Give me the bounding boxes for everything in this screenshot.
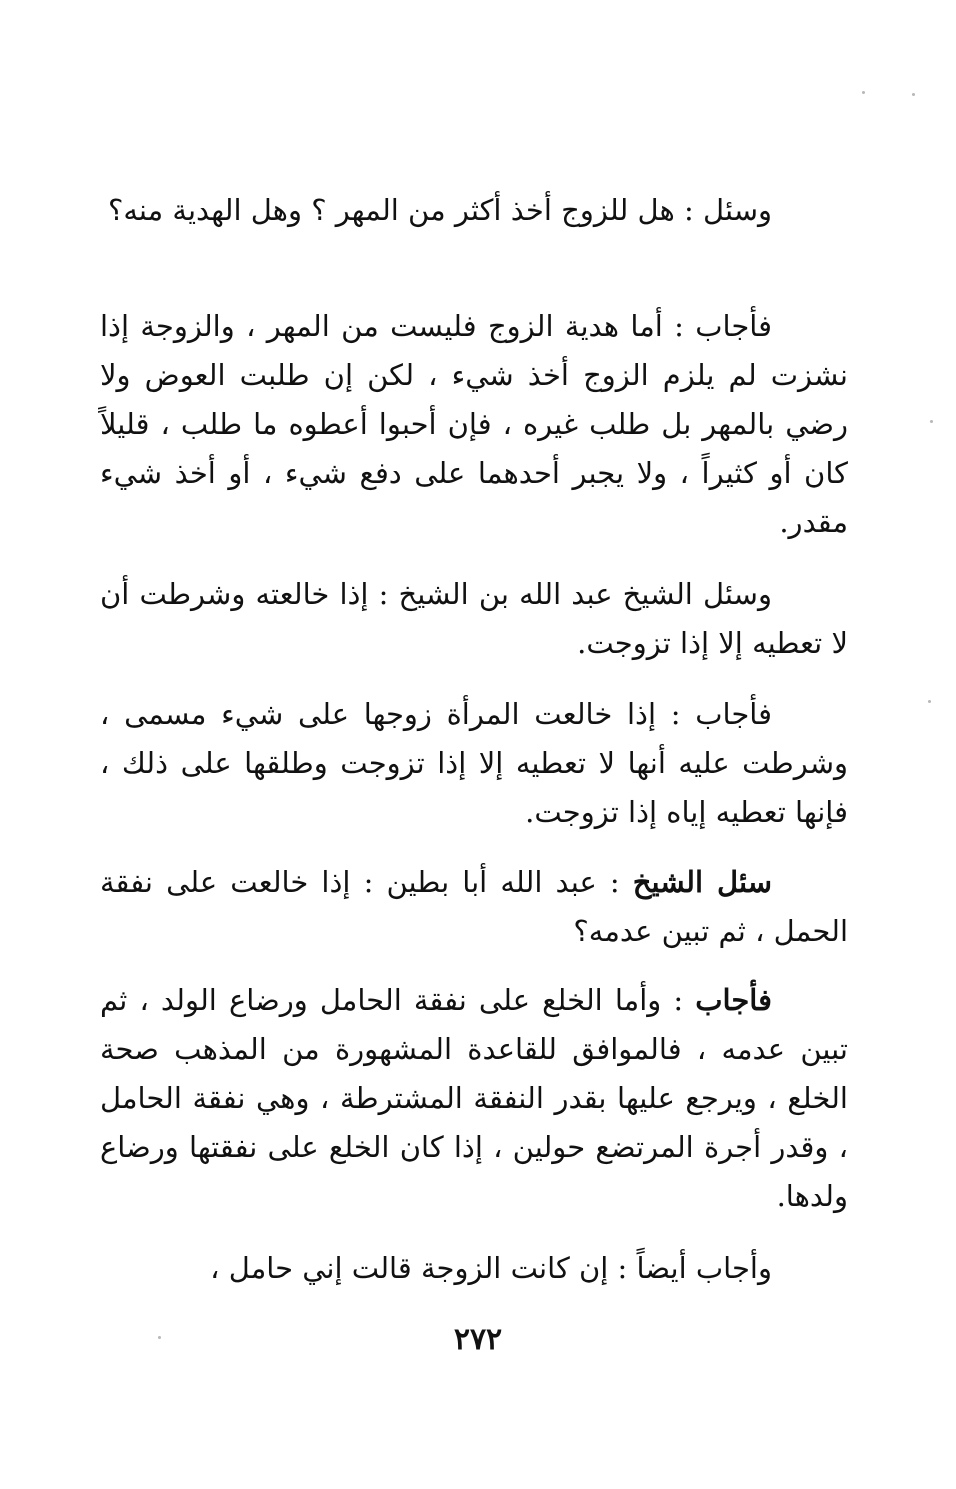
paragraph-answer-3	[100, 976, 848, 1221]
scan-speck	[930, 420, 933, 423]
scan-speck	[862, 91, 865, 94]
paragraph-text: : وأما الخلع على نفقة الحامل ورضاع الولد ، ثم تبين عدمه ، فالموافق للقاعدة المشهورة من المذهب صحة الخلع ، ويرجع عليها بقدر النفقة المشترطة ، وهي نفقة الحامل ، وقدر أجرة المرتضع حولين ، إذا كان الخلع على نفقتها ورضاع ولدها.	[100, 983, 848, 1213]
paragraph-question-3	[100, 858, 848, 956]
paragraph-text: : عبد الله أبا بطين : إذا خالعت على نفقة الحمل ، ثم تبين عدمه؟	[100, 865, 848, 948]
scan-speck	[912, 93, 915, 96]
paragraph-answer-4	[100, 1244, 848, 1293]
paragraph-text: وأجاب أيضاً : إن كانت الزوجة قالت إني حامل ،	[210, 1251, 772, 1285]
paragraph-answer-1	[100, 302, 848, 547]
paragraph-lead: فأجاب	[695, 983, 772, 1017]
scan-speck	[928, 700, 931, 703]
paragraph-answer-2	[100, 690, 848, 837]
paragraph-text: وسئل : هل للزوج أخذ أكثر من المهر ؟ وهل الهدية منه؟	[107, 193, 772, 227]
paragraph-lead: سئل الشيخ	[632, 865, 773, 899]
paragraph-question-1	[100, 186, 848, 235]
paragraph-question-2	[100, 570, 848, 668]
paragraph-text: وسئل الشيخ عبد الله بن الشيخ : إذا خالعته وشرطت أن لا تعطيه إلا إذا تزوجت.	[100, 577, 848, 660]
paragraph-text: فأجاب : إذا خالعت المرأة زوجها على شيء مسمى ، وشرطت عليه أنها لا تعطيه إلا إذا تزوجت وطلقها على ذلك ، فإنها تعطيه إياه إذا تزوجت.	[100, 697, 848, 829]
paragraph-text: فأجاب : أما هدية الزوج فليست من المهر ، والزوجة إذا نشزت لم يلزم الزوج أخذ شيء ، لكن إن طلبت العوض ولا رضي بالمهر بل طلب غيره ، فإن أحبوا أعطوه ما طلب ، قليلاً كان أو كثيراً ، ولا يجبر أحدهما على دفع شيء ، أو أخذ شيء مقدر.	[100, 309, 848, 539]
page-number: ٢٧٢	[453, 1322, 503, 1357]
